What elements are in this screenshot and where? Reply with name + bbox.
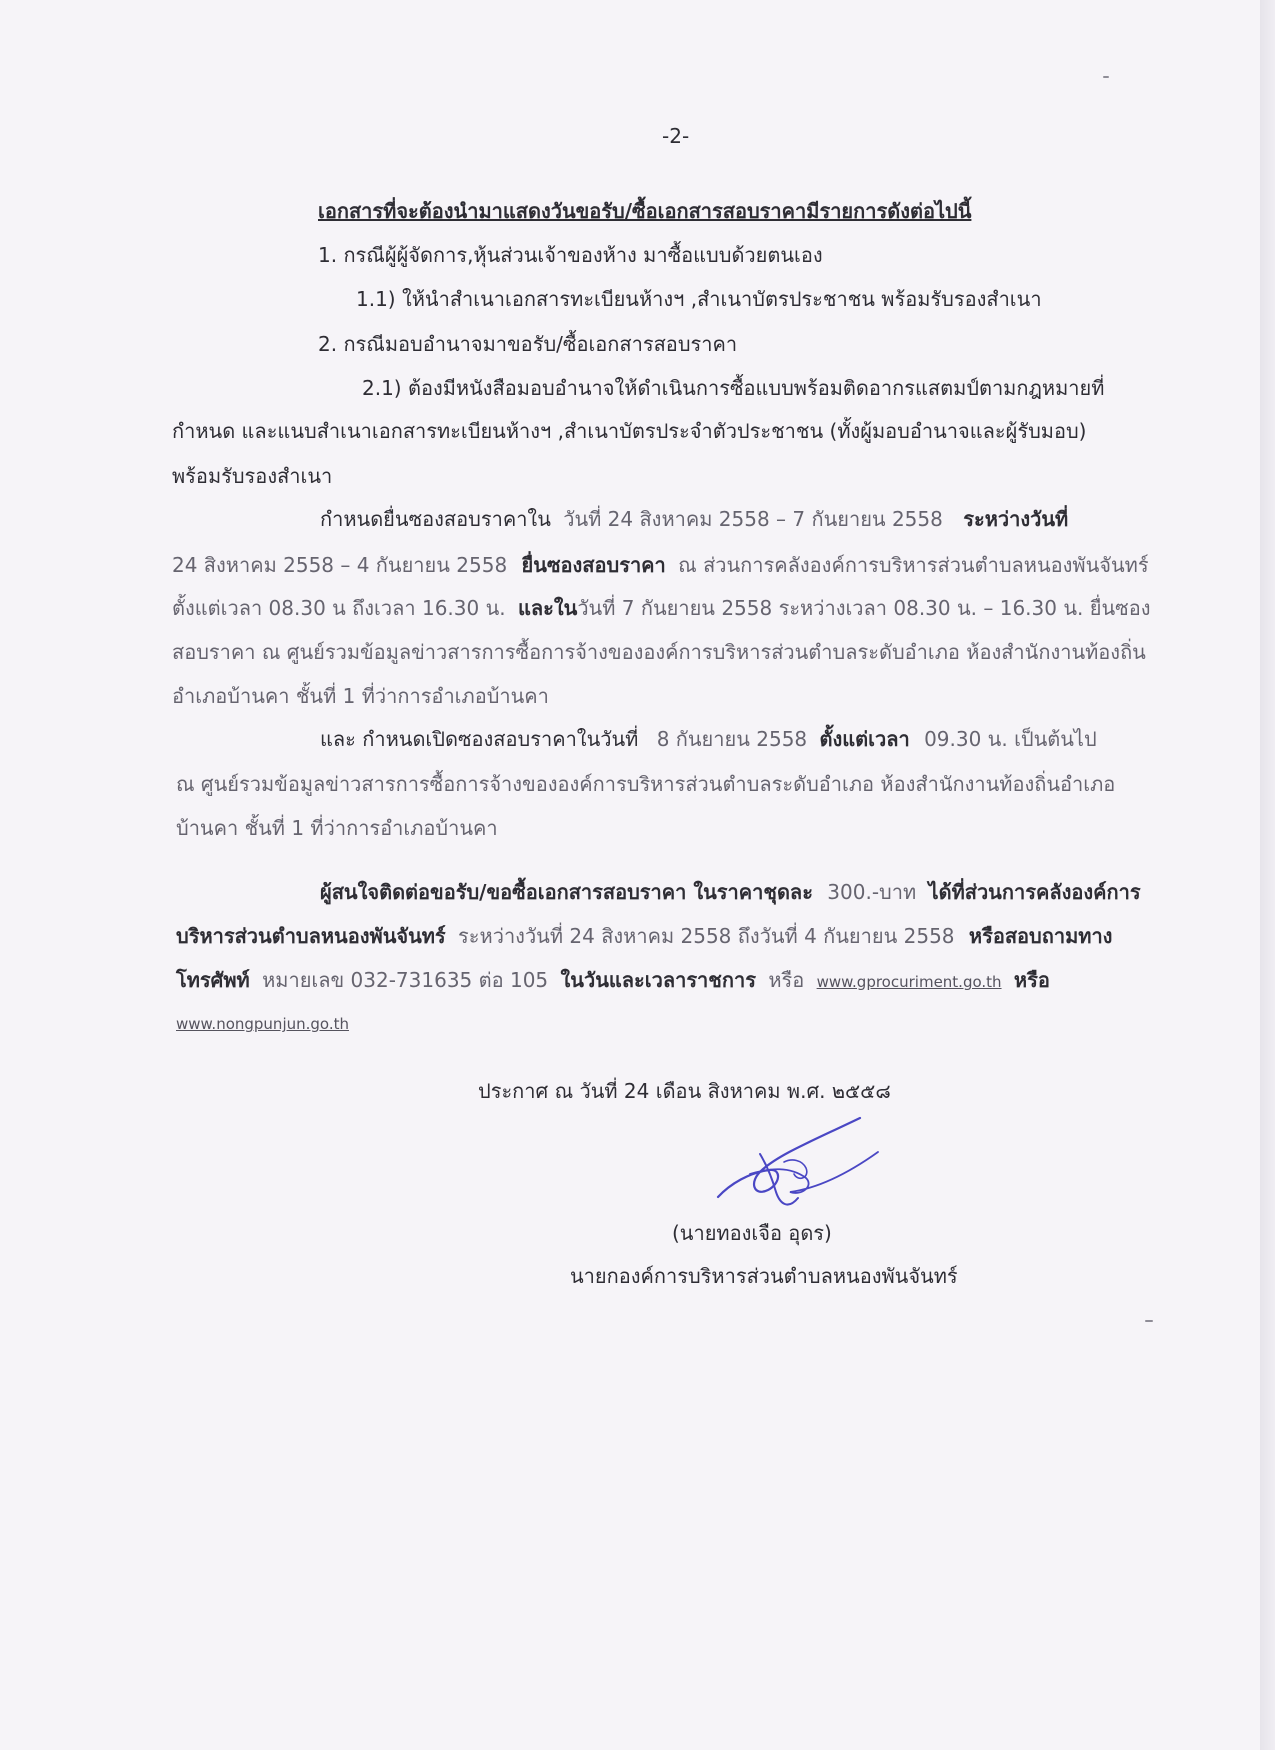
contact-paragraph-line-1 [320,878,1141,906]
signer-position: นายกองค์การบริหารส่วนตำบลหนองพันจันทร์ [570,1264,958,1288]
contact-organization: บริหารส่วนตำบลหนองพันจันทร์ [176,924,446,948]
submission-paragraph-line-1 [320,505,1068,533]
document-title: เอกสารที่จะต้องนำมาแสดงวันขอรับ/ซื้อเอกสารสอบราคามีรายการดังต่อไปนี้ [318,199,972,223]
contact-place-label: ได้ที่ส่วนการคลังองค์การ [928,880,1141,904]
signer-name: (นายทองเจือ อุดร) [672,1221,832,1245]
gprocurement-link[interactable]: www.gprocuriment.go.th [816,973,1002,991]
scan-speck [1145,1320,1153,1322]
submission-period: 24 สิงหาคม 2558 – 4 กันยายน 2558 [172,553,508,577]
item-2-1-line-3: พร้อมรับรองสำเนา [172,464,333,488]
contact-or-1: หรือ [768,968,805,992]
opening-paragraph-line-2: ณ ศูนย์รวมข้อมูลข่าวสารการซื้อการจ้างขององค์การบริหารส่วนตำบลระดับอำเภอ ห้องสำนักงานท้องถิ่นอำเภอ [176,772,1116,796]
scan-speck [1103,76,1109,78]
contact-paragraph-line-4 [176,1008,349,1038]
submission-paragraph-line-2 [172,551,1149,579]
opening-label: และ กำหนดเปิดซองสอบราคาในวันที่ [320,727,639,751]
opening-from-label: ตั้งแต่เวลา [819,727,910,751]
contact-period: ระหว่างวันที่ 24 สิงหาคม 2558 ถึงวันที่ 4 กันยายน 2558 [458,924,955,948]
contact-or-2: หรือ [1013,968,1050,992]
opening-paragraph-line-3: บ้านคา ชั้นที่ 1 ที่ว่าการอำเภอบ้านคา [176,816,498,840]
contact-paragraph-line-2 [176,922,1112,950]
submission-date-range: วันที่ 24 สิงหาคม 2558 – 7 กันยายน 2558 [563,507,943,531]
signature-image [710,1112,890,1222]
opening-paragraph-line-1 [320,725,1097,753]
submission-and-on: และใน [517,596,578,620]
item-1-1: 1.1) ให้นำสำเนาเอกสารทะเบียนห้างฯ ,สำเนาบัตรประชาชน พร้อมรับรองสำเนา [356,287,1042,311]
opening-date: 8 กันยายน 2558 [656,727,808,751]
nongpunjun-link[interactable]: www.nongpunjun.go.th [176,1015,349,1033]
item-1: 1. กรณีผู้ผู้จัดการ,หุ้นส่วนเจ้าของห้าง มาซื้อแบบด้วยตนเอง [318,243,823,267]
submission-paragraph-line-3 [172,594,1150,622]
contact-intro: ผู้สนใจติดต่อขอรับ/ขอซื้อเอกสารสอบราคา ในราคาชุดละ [320,880,813,904]
contact-paragraph-line-3 [176,966,1050,996]
submission-action: ยื่นซองสอบราคา [521,553,666,577]
announcement-date: ประกาศ ณ วันที่ 24 เดือน สิงหาคม พ.ศ. ๒๕๕๘ [478,1079,891,1103]
item-2-1-line-2: กำหนด และแนบสำเนาเอกสารทะเบียนห้างฯ ,สำเนาบัตรประจำตัวประชาชน (ทั้งผู้มอบอำนาจและผู้รับมอบ) [172,419,1087,443]
submission-location: ณ ส่วนการคลังองค์การบริหารส่วนตำบลหนองพันจันทร์ [678,553,1149,577]
contact-inquire-label: หรือสอบถามทาง [968,924,1113,948]
page-number: -2- [662,124,690,148]
submission-between-label: ระหว่างวันที่ [963,507,1069,531]
item-2-1-line-1: 2.1) ต้องมีหนังสือมอบอำนาจให้ดำเนินการซื้อแบบพร้อมติดอากรแสตมป์ตามกฎหมายที่ [362,376,1105,400]
submission-hours: ตั้งแต่เวลา 08.30 น ถึงเวลา 16.30 น. [172,596,506,620]
submission-last-day: วันที่ 7 กันยายน 2558 ระหว่างเวลา 08.30 น. – 16.30 น. ยื่นซอง [577,596,1151,620]
contact-price: 300.-บาท [827,880,917,904]
contact-phone-number: หมายเลข 032-731635 ต่อ 105 [262,968,549,992]
submission-paragraph-line-4: สอบราคา ณ ศูนย์รวมข้อมูลข่าวสารการซื้อการจ้างขององค์การบริหารส่วนตำบลระดับอำเภอ ห้องสำนักงานท้องถิ่น [172,640,1146,664]
submission-label: กำหนดยื่นซองสอบราคาใน [320,507,551,531]
submission-paragraph-line-5: อำเภอบ้านคา ชั้นที่ 1 ที่ว่าการอำเภอบ้านคา [172,684,549,708]
contact-office-hours: ในวันและเวลาราชการ [560,968,756,992]
contact-phone-label: โทรศัพท์ [176,968,250,992]
scan-edge [1260,0,1275,1750]
item-2: 2. กรณีมอบอำนาจมาขอรับ/ซื้อเอกสารสอบราคา [318,332,738,356]
opening-time: 09.30 น. เป็นต้นไป [924,727,1097,751]
